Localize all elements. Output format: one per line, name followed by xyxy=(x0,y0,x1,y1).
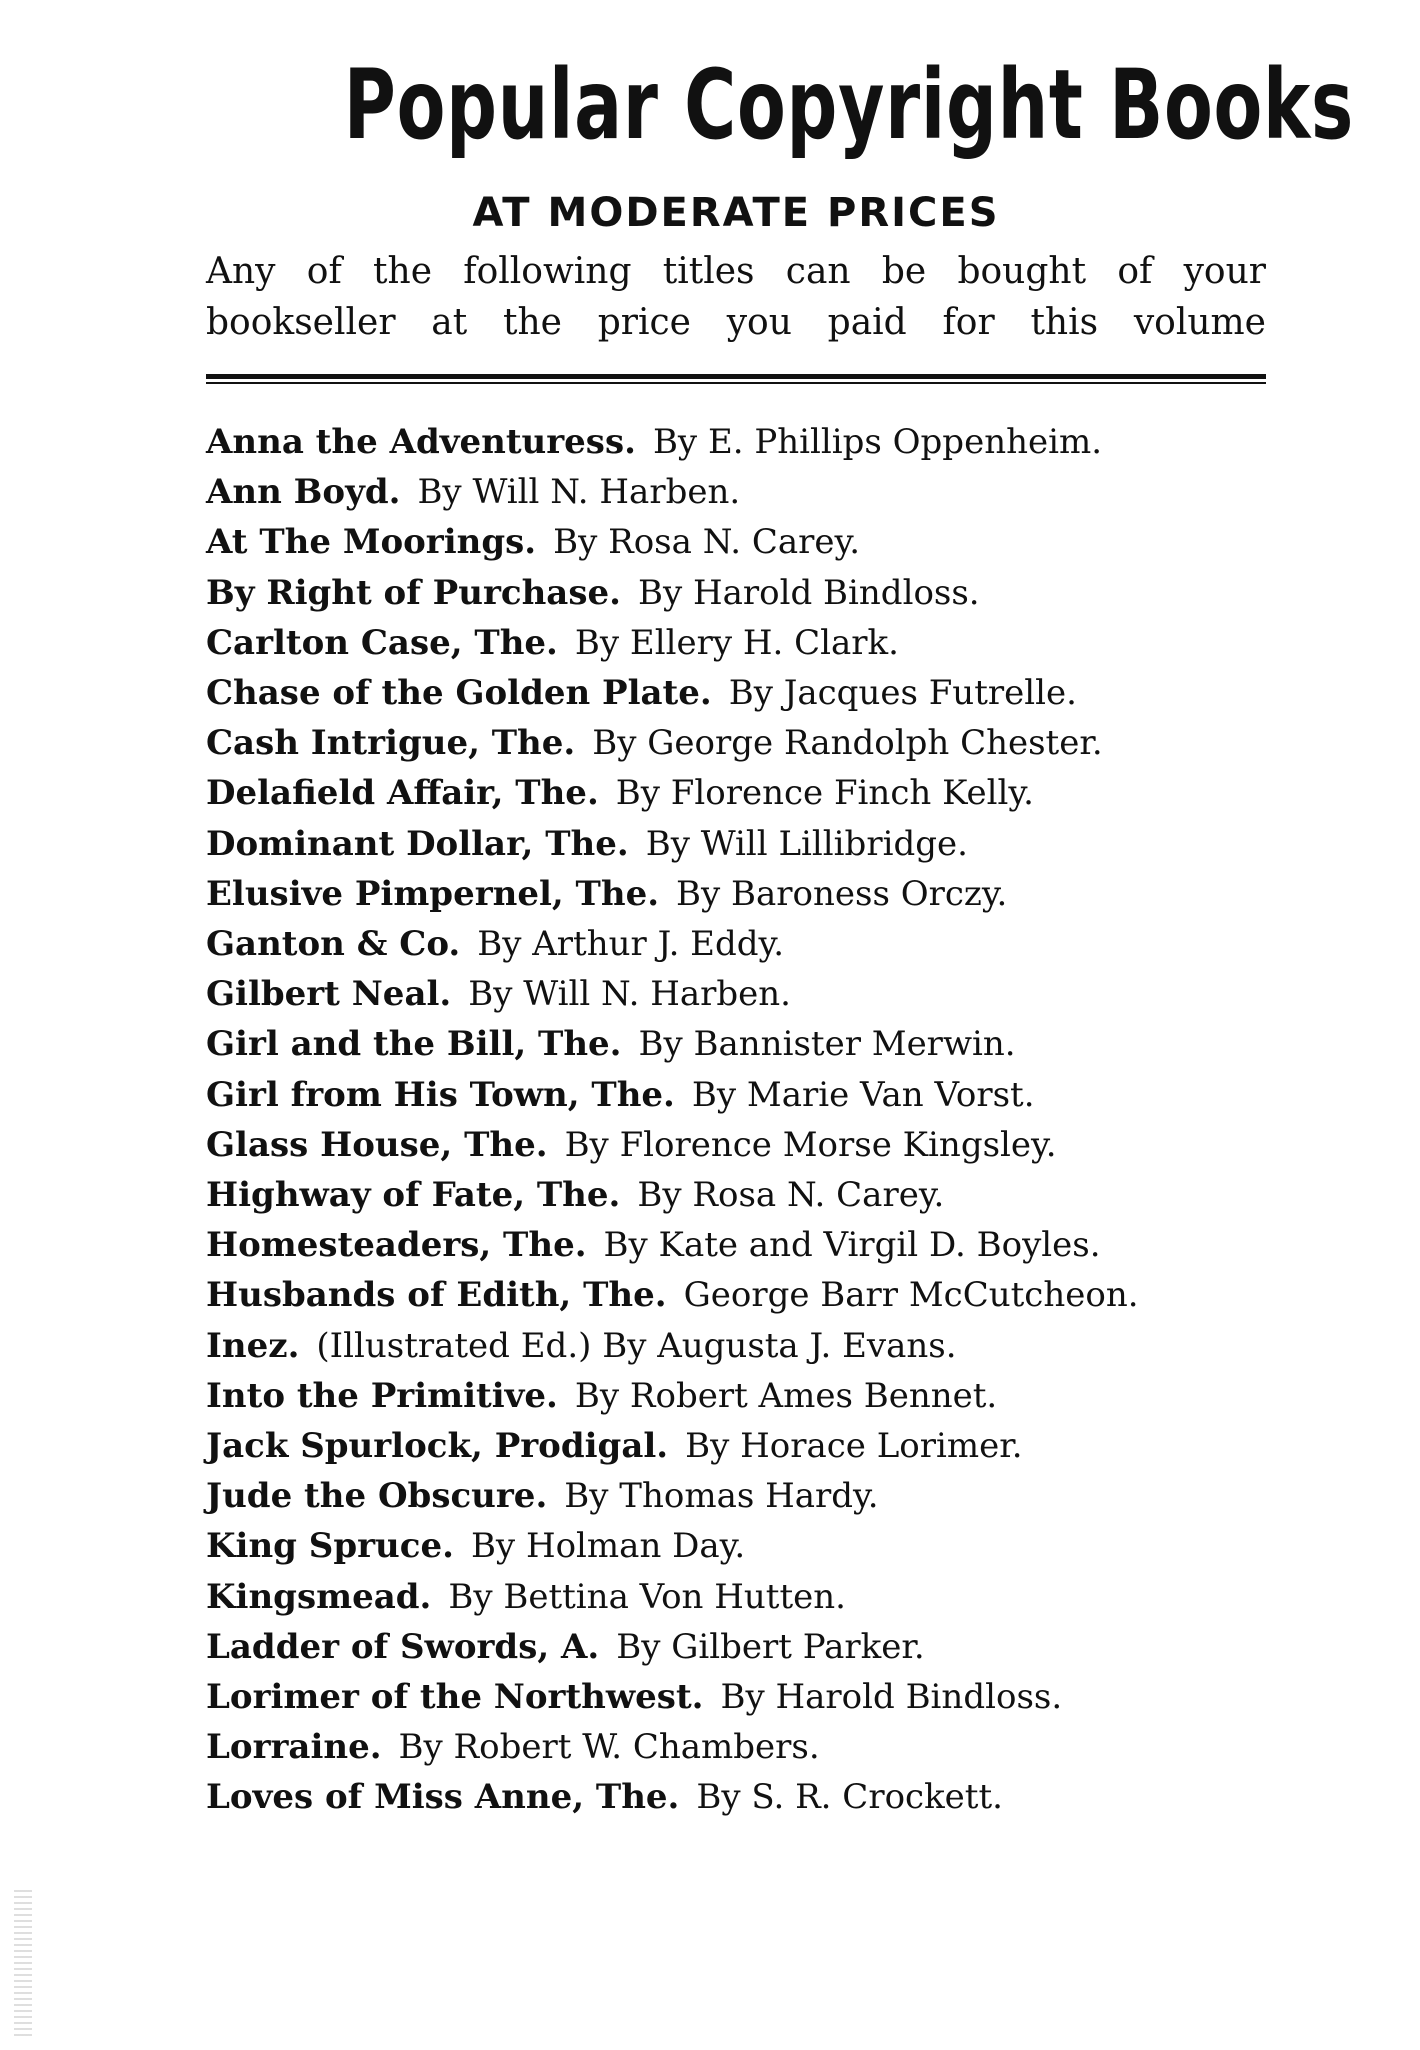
book-author: By Baroness Orczy. xyxy=(676,873,1008,914)
intro-line-2: bookseller at the price you paid for this volume xyxy=(206,302,1266,343)
book-title: Kingsmead. xyxy=(206,1576,432,1617)
book-title: Glass House, The. xyxy=(206,1124,548,1165)
book-author: By Thomas Hardy. xyxy=(564,1476,879,1517)
scan-edge-artifact xyxy=(14,1890,32,2040)
book-entry xyxy=(206,1471,1266,1521)
book-entry xyxy=(206,1371,1266,1421)
book-author: George Barr McCutcheon. xyxy=(683,1275,1139,1316)
advertisement-page xyxy=(206,49,1355,1823)
book-title: Girl and the Bill, The. xyxy=(206,1024,622,1065)
book-author: By Harold Bindloss. xyxy=(637,572,980,613)
book-author: By E. Phillips Oppenheim. xyxy=(652,422,1103,462)
book-title: Dominant Dollar, The. xyxy=(206,823,629,864)
intro-text xyxy=(206,246,1266,348)
book-title: Lorimer of the Northwest. xyxy=(206,1677,704,1718)
book-entry xyxy=(206,1672,1266,1722)
book-author: By Jacques Futrelle. xyxy=(728,673,1077,714)
book-title: By Right of Purchase. xyxy=(206,572,621,613)
book-entry xyxy=(206,417,1266,467)
book-entry xyxy=(206,1070,1266,1120)
book-author: By Gilbert Parker. xyxy=(616,1626,925,1667)
book-title: At The Moorings. xyxy=(206,522,537,563)
book-entry xyxy=(206,1521,1266,1571)
book-entry xyxy=(206,1572,1266,1622)
book-author: By Marie Van Vorst. xyxy=(691,1074,1035,1115)
book-entry xyxy=(206,1622,1266,1672)
book-author: By Arthur J. Eddy. xyxy=(477,924,785,965)
book-author: By Ellery H. Clark. xyxy=(574,622,899,663)
book-title: Ladder of Swords, A. xyxy=(206,1626,600,1667)
book-entry xyxy=(206,718,1266,768)
book-author: By Florence Morse Kingsley. xyxy=(564,1124,1057,1165)
book-author: By Florence Finch Kelly. xyxy=(615,773,1034,814)
book-entry xyxy=(206,1019,1266,1069)
page-subtitle: AT MODERATE PRICES xyxy=(472,190,1000,236)
book-title: Chase of the Golden Plate. xyxy=(206,673,712,714)
page-title: Popular Copyright Books xyxy=(343,49,1355,161)
book-title: King Spruce. xyxy=(206,1526,454,1567)
book-title: Loves of Miss Anne, The. xyxy=(206,1777,680,1818)
book-entry xyxy=(206,1270,1266,1320)
book-title: Anna the Adventuress. xyxy=(206,422,636,462)
book-entry xyxy=(206,568,1266,618)
book-entry xyxy=(206,618,1266,668)
intro-line-1: Any of the following titles can be bought of your xyxy=(206,251,1266,292)
thick-rule xyxy=(206,374,1266,379)
book-author: By Bannister Merwin. xyxy=(638,1024,1016,1065)
book-entry xyxy=(206,768,1266,818)
book-title: Cash Intrigue, The. xyxy=(206,723,576,764)
book-entry xyxy=(206,869,1266,919)
book-author: By Will N. Harben. xyxy=(468,974,791,1015)
book-title: Elusive Pimpernel, The. xyxy=(206,873,660,914)
book-author: By George Randolph Chester. xyxy=(592,723,1103,764)
book-author: (Illustrated Ed.) By Augusta J. Evans. xyxy=(316,1325,957,1366)
book-title: Gilbert Neal. xyxy=(206,974,452,1015)
book-title: Husbands of Edith, The. xyxy=(206,1275,667,1316)
book-author: By S. R. Crockett. xyxy=(696,1777,1003,1818)
book-entry xyxy=(206,1772,1266,1822)
book-entry xyxy=(206,668,1266,718)
book-author: By Will Lillibridge. xyxy=(645,823,968,864)
book-author: By Holman Day. xyxy=(470,1526,746,1567)
book-entry xyxy=(206,517,1266,567)
book-title: Girl from His Town, The. xyxy=(206,1074,675,1115)
book-title: Highway of Fate, The. xyxy=(206,1175,621,1216)
book-title: Homesteaders, The. xyxy=(206,1225,587,1266)
book-title: Jude the Obscure. xyxy=(206,1476,548,1517)
book-entry xyxy=(206,1170,1266,1220)
book-author: By Kate and Virgil D. Boyles. xyxy=(603,1225,1101,1266)
book-entry xyxy=(206,919,1266,969)
book-entry xyxy=(206,1120,1266,1170)
book-entry xyxy=(206,1220,1266,1270)
book-author: By Horace Lorimer. xyxy=(685,1426,1023,1467)
book-title: Carlton Case, The. xyxy=(206,622,558,663)
book-author: By Harold Bindloss. xyxy=(720,1677,1063,1718)
book-title: Ann Boyd. xyxy=(206,472,401,513)
book-entry xyxy=(206,467,1266,517)
book-title: Inez. xyxy=(206,1325,300,1366)
book-entry xyxy=(206,819,1266,869)
book-author: By Bettina Von Hutten. xyxy=(448,1576,846,1617)
book-title: Ganton & Co. xyxy=(206,924,461,965)
book-title: Into the Primitive. xyxy=(206,1375,558,1416)
book-title: Lorraine. xyxy=(206,1727,382,1768)
book-entry xyxy=(206,1321,1266,1371)
book-author: By Robert W. Chambers. xyxy=(398,1727,820,1768)
book-author: By Will N. Harben. xyxy=(417,472,741,513)
book-entry xyxy=(206,1421,1266,1471)
book-author: By Robert Ames Bennet. xyxy=(574,1375,998,1416)
double-rule-divider xyxy=(206,374,1266,383)
thin-rule xyxy=(206,382,1266,384)
book-author: By Rosa N. Carey. xyxy=(637,1175,945,1216)
book-title: Delafield Affair, The. xyxy=(206,773,599,814)
book-list xyxy=(206,417,1266,1823)
book-title: Jack Spurlock, Prodigal. xyxy=(206,1426,669,1467)
book-entry xyxy=(206,1722,1266,1772)
book-author: By Rosa N. Carey. xyxy=(553,522,861,563)
book-entry xyxy=(206,969,1266,1019)
